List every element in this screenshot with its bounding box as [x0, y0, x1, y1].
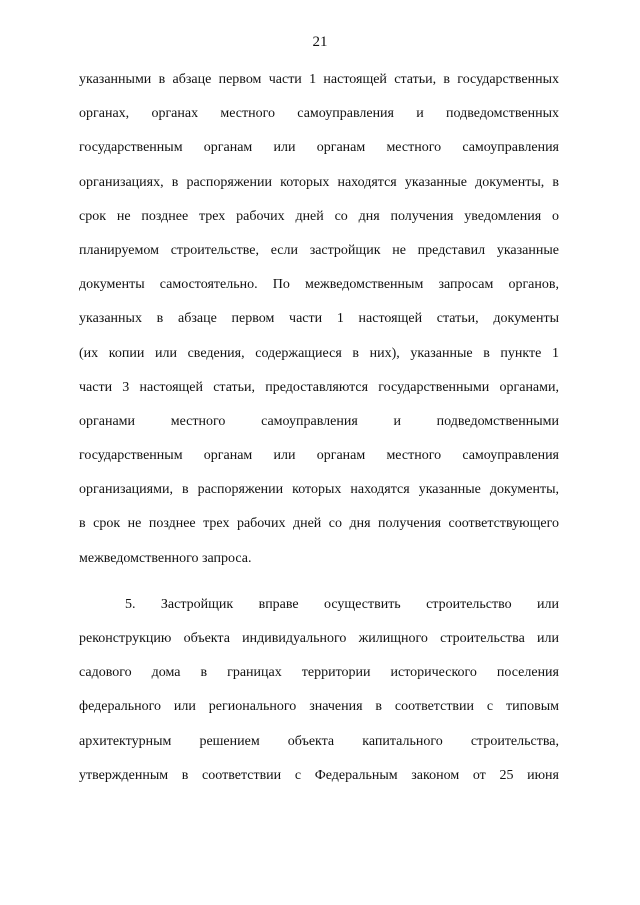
text-line: органами местного самоуправления и подведомственными [79, 413, 559, 429]
paragraph-continuation [79, 70, 559, 583]
text-line: межведомственного запроса. [79, 550, 252, 566]
text-line: части 3 настоящей статьи, предоставляются государственными органами, [79, 379, 559, 395]
text-line: государственным органам или органам местного самоуправления [79, 140, 559, 156]
paragraph-item-5 [79, 595, 559, 800]
text-line: органах, органах местного самоуправления и подведомственных [79, 106, 559, 122]
text-line: организациями, в распоряжении которых находятся указанные документы, [79, 482, 559, 498]
text-line: срок не позднее трех рабочих дней со дня получения уведомления о [79, 208, 559, 224]
text-line: садового дома в границах территории исторического поселения [79, 665, 559, 681]
text-line: в срок не позднее трех рабочих дней со дня получения соответствующего [79, 516, 559, 532]
text-line: указанных в абзаце первом части 1 настоящей статьи, документы [79, 311, 559, 327]
text-line: 5. Застройщик вправе осуществить строительство или [125, 596, 559, 612]
text-line: утвержденным в соответствии с Федеральным законом от 25 июня [79, 767, 559, 783]
text-line: документы самостоятельно. По межведомственным запросам органов, [79, 277, 559, 293]
body-text [79, 70, 559, 800]
text-line: государственным органам или органам местного самоуправления [79, 448, 559, 464]
text-line: архитектурным решением объекта капитального строительства, [79, 733, 559, 749]
page-number: 21 [312, 34, 328, 50]
text-line: федерального или регионального значения в соответствии с типовым [79, 699, 559, 715]
text-line: реконструкцию объекта индивидуального жилищного строительства или [79, 631, 559, 646]
text-line: указанными в абзаце первом части 1 настоящей статьи, в государственных [79, 72, 559, 87]
text-line: организациях, в распоряжении которых находятся указанные документы, в [79, 174, 559, 190]
text-line: (их копии или сведения, содержащиеся в них), указанные в пункте 1 [79, 345, 559, 361]
text-line: планируемом строительстве, если застройщик не представил указанные [79, 242, 559, 258]
